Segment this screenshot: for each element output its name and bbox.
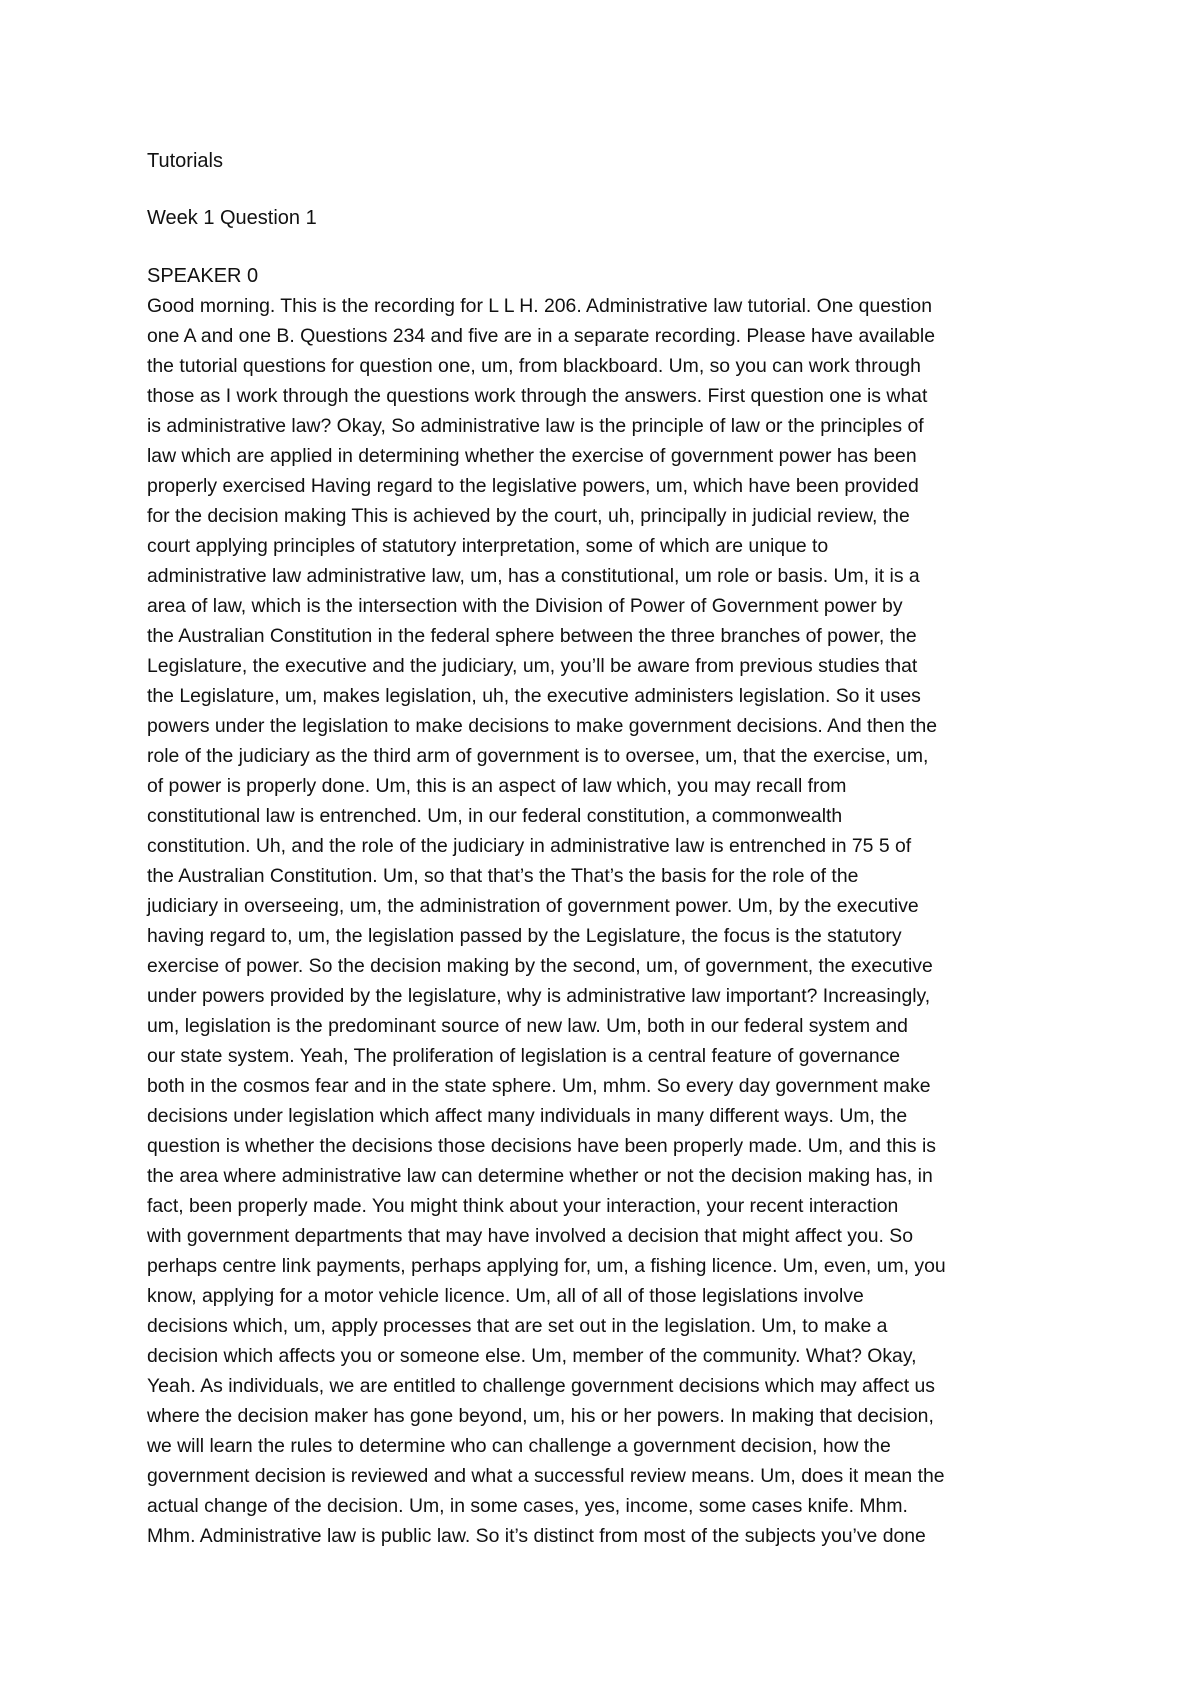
transcript-line: decision which affects you or someone else. Um, member of the community. What? Okay, <box>147 1345 917 1367</box>
transcript-line: role of the judiciary as the third arm of government is to oversee, um, that the exercise, um, <box>147 745 929 767</box>
transcript-line: powers under the legislation to make decisions to make government decisions. And then the <box>147 715 938 737</box>
transcript-line: law which are applied in determining whether the exercise of government power has been <box>147 445 917 467</box>
document-title: Tutorials <box>147 150 223 172</box>
transcript-line: we will learn the rules to determine who can challenge a government decision, how the <box>147 1435 891 1457</box>
transcript-line: decisions under legislation which affect many individuals in many different ways. Um, the <box>147 1105 908 1127</box>
transcript-line: actual change of the decision. Um, in some cases, yes, income, some cases knife. Mhm. <box>147 1495 908 1517</box>
transcript-paragraph <box>147 291 1067 1551</box>
transcript-line: the Australian Constitution. Um, so that that’s the That’s the basis for the role of the <box>147 865 859 887</box>
transcript-line: decisions which, um, apply processes that are set out in the legislation. Um, to make a <box>147 1315 888 1337</box>
transcript-line: know, applying for a motor vehicle licence. Um, all of all of those legislations involve <box>147 1285 864 1307</box>
transcript-line: court applying principles of statutory interpretation, some of which are unique to <box>147 535 829 557</box>
transcript-line: administrative law administrative law, um, has a constitutional, um role or basis. Um, it is a <box>147 565 920 587</box>
transcript-line: the Legislature, um, makes legislation, uh, the executive administers legislation. So it uses <box>147 685 921 707</box>
transcript-line: those as I work through the questions work through the answers. First question one is what <box>147 385 928 407</box>
transcript-line: the tutorial questions for question one, um, from blackboard. Um, so you can work through <box>147 355 921 377</box>
transcript-line: the Australian Constitution in the federal sphere between the three branches of power, the <box>147 625 917 647</box>
transcript-line: Legislature, the executive and the judiciary, um, you’ll be aware from previous studies that <box>147 655 918 677</box>
transcript-line: our state system. Yeah, The proliferation of legislation is a central feature of governance <box>147 1045 901 1067</box>
transcript-line: for the decision making This is achieved by the court, uh, principally in judicial review, the <box>147 505 910 527</box>
transcript-line: exercise of power. So the decision making by the second, um, of government, the executive <box>147 955 933 977</box>
transcript-line: constitutional law is entrenched. Um, in our federal constitution, a commonwealth <box>147 805 843 827</box>
transcript-line: is administrative law? Okay, So administrative law is the principle of law or the principles of <box>147 415 924 437</box>
transcript-line: question is whether the decisions those decisions have been properly made. Um, and this is <box>147 1135 936 1157</box>
transcript-line: Good morning. This is the recording for L L H. 206. Administrative law tutorial. One question <box>147 295 932 317</box>
transcript-line: one A and one B. Questions 234 and five are in a separate recording. Please have available <box>147 325 936 347</box>
transcript-line: Mhm. Administrative law is public law. So it’s distinct from most of the subjects you’ve done <box>147 1525 926 1547</box>
transcript-line: government decision is reviewed and what a successful review means. Um, does it mean the <box>147 1465 945 1487</box>
transcript-line: fact, been properly made. You might think about your interaction, your recent interaction <box>147 1195 899 1217</box>
transcript-line: Yeah. As individuals, we are entitled to challenge government decisions which may affect us <box>147 1375 935 1397</box>
transcript-line: perhaps centre link payments, perhaps applying for, um, a fishing licence. Um, even, um, you <box>147 1255 946 1277</box>
transcript-line: both in the cosmos fear and in the state sphere. Um, mhm. So every day government make <box>147 1075 931 1097</box>
speaker-label: SPEAKER 0 <box>147 265 259 287</box>
document-subtitle: Week 1 Question 1 <box>147 207 317 229</box>
transcript-line: the area where administrative law can determine whether or not the decision making has, in <box>147 1165 933 1187</box>
transcript-line: of power is properly done. Um, this is an aspect of law which, you may recall from <box>147 775 847 797</box>
transcript-line: um, legislation is the predominant source of new law. Um, both in our federal system and <box>147 1015 908 1037</box>
transcript-line: with government departments that may have involved a decision that might affect you. So <box>147 1225 913 1247</box>
transcript-line: under powers provided by the legislature, why is administrative law important? Increasingly, <box>147 985 931 1007</box>
transcript-line: where the decision maker has gone beyond, um, his or her powers. In making that decision, <box>147 1405 934 1427</box>
transcript-line: judiciary in overseeing, um, the administration of government power. Um, by the executive <box>147 895 919 917</box>
document-body <box>147 146 1067 1551</box>
transcript-line: area of law, which is the intersection with the Division of Power of Government power by <box>147 595 903 617</box>
transcript-line: constitution. Uh, and the role of the judiciary in administrative law is entrenched in 75 5 of <box>147 835 912 857</box>
transcript-line: properly exercised Having regard to the legislative powers, um, which have been provided <box>147 475 919 497</box>
transcript-line: having regard to, um, the legislation passed by the Legislature, the focus is the statutory <box>147 925 902 947</box>
